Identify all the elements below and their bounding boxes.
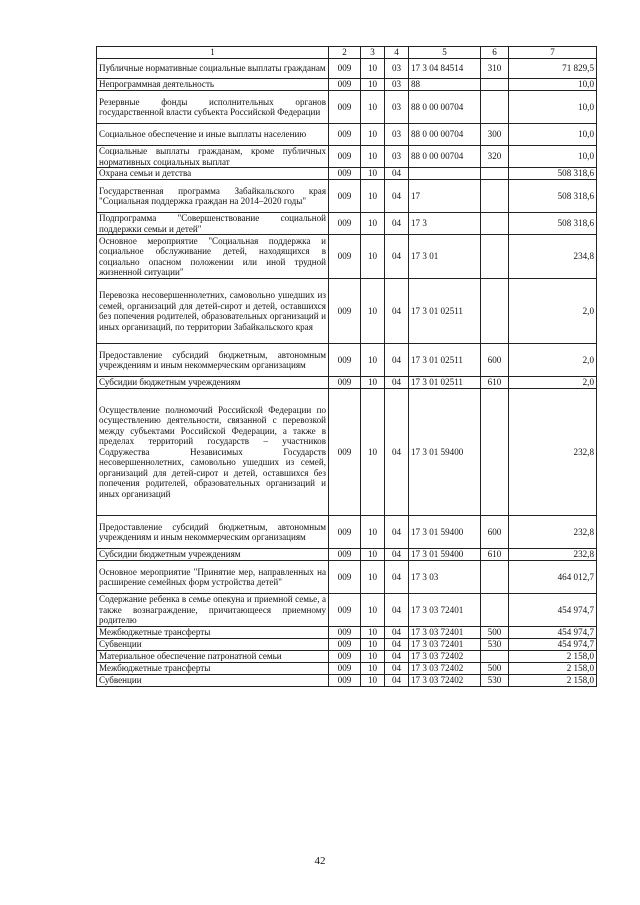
table-row (97, 675, 597, 687)
table-row (97, 627, 597, 639)
row-vr (481, 235, 509, 279)
row-grbs: 009 (329, 675, 361, 687)
row-name: Предоставление субсидий бюджетным, автономным учреждениям и иным некоммерческим организациям (97, 516, 329, 549)
row-grbs: 009 (329, 146, 361, 168)
row-grbs: 009 (329, 180, 361, 213)
row-sum: 2,0 (509, 344, 597, 377)
table-row (97, 59, 597, 79)
row-rz: 10 (361, 168, 385, 180)
row-pr: 04 (385, 675, 409, 687)
row-sum: 454 974,7 (509, 627, 597, 639)
row-sum: 10,0 (509, 146, 597, 168)
row-grbs: 009 (329, 651, 361, 663)
row-csr: 17 3 01 02511 (409, 377, 481, 389)
row-vr: 500 (481, 663, 509, 675)
budget-table (96, 46, 597, 687)
row-vr (481, 180, 509, 213)
row-pr: 03 (385, 91, 409, 124)
row-name: Субвенции (97, 675, 329, 687)
table-row (97, 663, 597, 675)
table-row (97, 377, 597, 389)
row-grbs: 009 (329, 377, 361, 389)
row-rz: 10 (361, 561, 385, 594)
row-pr: 04 (385, 627, 409, 639)
row-vr: 530 (481, 675, 509, 687)
row-name: Основное мероприятие "Социальная поддержка и социальное обслуживание детей, находящихся в социально опасном положении или иной трудной жизненной ситуации" (97, 235, 329, 279)
row-grbs: 009 (329, 663, 361, 675)
row-csr: 88 0 00 00704 (409, 124, 481, 146)
row-name: Публичные нормативные социальные выплаты гражданам (97, 59, 329, 79)
row-pr: 04 (385, 180, 409, 213)
row-name: Материальное обеспечение патронатной семьи (97, 651, 329, 663)
row-rz: 10 (361, 146, 385, 168)
row-pr: 04 (385, 377, 409, 389)
row-sum: 2 158,0 (509, 675, 597, 687)
row-grbs: 009 (329, 561, 361, 594)
table-row (97, 180, 597, 213)
header-cell-sum: 7 (509, 47, 597, 59)
row-csr: 17 3 01 59400 (409, 389, 481, 516)
header-cell-name: 1 (97, 47, 329, 59)
row-rz: 10 (361, 627, 385, 639)
row-sum: 2 158,0 (509, 651, 597, 663)
row-vr (481, 389, 509, 516)
row-vr: 610 (481, 549, 509, 561)
row-sum: 2,0 (509, 377, 597, 389)
row-name: Подпрограмма "Совершенствование социальной поддержки семьи и детей" (97, 213, 329, 235)
table-row (97, 639, 597, 651)
row-csr: 17 3 01 59400 (409, 549, 481, 561)
row-grbs: 009 (329, 389, 361, 516)
row-pr: 04 (385, 561, 409, 594)
row-csr: 17 3 03 72402 (409, 663, 481, 675)
row-sum: 10,0 (509, 124, 597, 146)
table-row (97, 146, 597, 168)
row-sum: 454 974,7 (509, 639, 597, 651)
row-rz: 10 (361, 377, 385, 389)
header-cell-pr: 4 (385, 47, 409, 59)
row-vr (481, 561, 509, 594)
row-name: Содержание ребенка в семье опекуна и приемной семье, а также вознаграждение, причитающееся приемному родителю (97, 594, 329, 627)
row-name: Социальное обеспечение и иные выплаты населению (97, 124, 329, 146)
row-name: Социальные выплаты гражданам, кроме публичных нормативных социальных выплат (97, 146, 329, 168)
row-name: Непрограммная деятельность (97, 79, 329, 91)
row-grbs: 009 (329, 168, 361, 180)
row-csr: 17 3 01 59400 (409, 516, 481, 549)
table-row (97, 124, 597, 146)
row-csr: 17 3 03 72401 (409, 627, 481, 639)
table-row (97, 549, 597, 561)
row-rz: 10 (361, 91, 385, 124)
table-row (97, 561, 597, 594)
header-cell-csr: 5 (409, 47, 481, 59)
row-name: Субсидии бюджетным учреждениям (97, 549, 329, 561)
row-name: Перевозка несовершеннолетних, самовольно ушедших из семей, организаций для детей-сирот и детей, оставшихся без попечения родителей, образовательных организаций и иных организаций, по территории Забайкальского края (97, 279, 329, 344)
row-rz: 10 (361, 675, 385, 687)
row-vr: 300 (481, 124, 509, 146)
table-row (97, 213, 597, 235)
row-csr: 17 3 03 72401 (409, 639, 481, 651)
row-name: Межбюджетные трансферты (97, 627, 329, 639)
row-vr (481, 168, 509, 180)
row-rz: 10 (361, 279, 385, 344)
row-grbs: 009 (329, 59, 361, 79)
row-sum: 2 158,0 (509, 663, 597, 675)
row-grbs: 009 (329, 91, 361, 124)
row-rz: 10 (361, 663, 385, 675)
row-rz: 10 (361, 516, 385, 549)
row-pr: 04 (385, 389, 409, 516)
row-csr: 17 3 01 02511 (409, 344, 481, 377)
row-pr: 04 (385, 639, 409, 651)
row-vr: 500 (481, 627, 509, 639)
row-rz: 10 (361, 79, 385, 91)
table-row (97, 516, 597, 549)
row-vr (481, 79, 509, 91)
header-cell-rz: 3 (361, 47, 385, 59)
row-csr: 88 0 00 00704 (409, 146, 481, 168)
row-sum: 454 974,7 (509, 594, 597, 627)
row-rz: 10 (361, 651, 385, 663)
row-grbs: 009 (329, 594, 361, 627)
row-pr: 03 (385, 124, 409, 146)
row-rz: 10 (361, 180, 385, 213)
row-vr (481, 91, 509, 124)
row-name: Резервные фонды исполнительных органов государственной власти субъекта Российской Федерации (97, 91, 329, 124)
row-grbs: 009 (329, 549, 361, 561)
row-rz: 10 (361, 549, 385, 561)
row-pr: 03 (385, 146, 409, 168)
row-vr: 600 (481, 516, 509, 549)
row-pr: 04 (385, 279, 409, 344)
row-pr: 04 (385, 594, 409, 627)
row-csr: 17 3 03 (409, 561, 481, 594)
row-vr: 310 (481, 59, 509, 79)
row-pr: 04 (385, 344, 409, 377)
row-sum: 71 829,5 (509, 59, 597, 79)
row-sum: 2,0 (509, 279, 597, 344)
row-sum: 10,0 (509, 91, 597, 124)
row-csr: 17 3 01 (409, 235, 481, 279)
row-grbs: 009 (329, 79, 361, 91)
table-row (97, 79, 597, 91)
row-grbs: 009 (329, 344, 361, 377)
row-sum: 508 318,6 (509, 213, 597, 235)
row-csr (409, 168, 481, 180)
row-name: Предоставление субсидий бюджетным, автономным учреждениям и иным некоммерческим организациям (97, 344, 329, 377)
row-vr (481, 279, 509, 344)
row-pr: 04 (385, 516, 409, 549)
row-csr: 88 0 00 00704 (409, 91, 481, 124)
row-csr: 17 3 03 72402 (409, 651, 481, 663)
row-pr: 03 (385, 79, 409, 91)
table-row (97, 651, 597, 663)
row-csr: 17 (409, 180, 481, 213)
table-header-row (97, 47, 597, 59)
row-sum: 464 012,7 (509, 561, 597, 594)
row-grbs: 009 (329, 627, 361, 639)
row-csr: 17 3 03 72401 (409, 594, 481, 627)
row-name: Осуществление полномочий Российской Федерации по осуществлению деятельности, связанной с перевозкой между субъектами Российской Федерации, а также в пределах территорий государств – участников Содружества Независимых Государств несовершеннолетних, самовольно ушедших из семей, организаций для детей-сирот и детей, оставшихся без попечения родителей, образовательных организаций и иных организаций (97, 389, 329, 516)
row-pr: 03 (385, 59, 409, 79)
row-sum: 508 318,6 (509, 168, 597, 180)
row-grbs: 009 (329, 235, 361, 279)
row-grbs: 009 (329, 279, 361, 344)
header-cell-vr: 6 (481, 47, 509, 59)
row-csr: 17 3 (409, 213, 481, 235)
row-vr: 600 (481, 344, 509, 377)
row-vr (481, 594, 509, 627)
row-pr: 04 (385, 235, 409, 279)
row-name: Субвенции (97, 639, 329, 651)
row-grbs: 009 (329, 516, 361, 549)
row-sum: 10,0 (509, 79, 597, 91)
row-rz: 10 (361, 389, 385, 516)
row-grbs: 009 (329, 124, 361, 146)
row-csr: 17 3 01 02511 (409, 279, 481, 344)
row-csr: 17 3 03 72402 (409, 675, 481, 687)
row-pr: 04 (385, 663, 409, 675)
row-rz: 10 (361, 594, 385, 627)
row-csr: 88 (409, 79, 481, 91)
table-row (97, 279, 597, 344)
row-vr: 530 (481, 639, 509, 651)
table-row (97, 344, 597, 377)
row-vr: 320 (481, 146, 509, 168)
row-sum: 232,8 (509, 389, 597, 516)
row-rz: 10 (361, 235, 385, 279)
row-pr: 04 (385, 168, 409, 180)
row-sum: 508 318,6 (509, 180, 597, 213)
row-vr (481, 651, 509, 663)
row-sum: 232,8 (509, 516, 597, 549)
row-vr: 610 (481, 377, 509, 389)
row-rz: 10 (361, 124, 385, 146)
row-name: Межбюджетные трансферты (97, 663, 329, 675)
row-name: Основное мероприятие "Принятие мер, направленных на расширение семейных форм устройства детей" (97, 561, 329, 594)
row-rz: 10 (361, 213, 385, 235)
row-csr: 17 3 04 84514 (409, 59, 481, 79)
table-row (97, 594, 597, 627)
row-name: Государственная программа Забайкальского края "Социальная поддержка граждан на 2014–2020 годы" (97, 180, 329, 213)
table-row (97, 235, 597, 279)
header-cell-grbs: 2 (329, 47, 361, 59)
row-name: Субсидии бюджетным учреждениям (97, 377, 329, 389)
row-rz: 10 (361, 639, 385, 651)
table-body (97, 59, 597, 687)
row-name: Охрана семьи и детства (97, 168, 329, 180)
row-grbs: 009 (329, 213, 361, 235)
row-vr (481, 213, 509, 235)
row-sum: 232,8 (509, 549, 597, 561)
table-row (97, 168, 597, 180)
row-pr: 04 (385, 651, 409, 663)
row-sum: 234,8 (509, 235, 597, 279)
table-row (97, 389, 597, 516)
page-number: 42 (314, 855, 326, 867)
row-pr: 04 (385, 213, 409, 235)
table-row (97, 91, 597, 124)
row-rz: 10 (361, 344, 385, 377)
row-rz: 10 (361, 59, 385, 79)
row-grbs: 009 (329, 639, 361, 651)
row-pr: 04 (385, 549, 409, 561)
